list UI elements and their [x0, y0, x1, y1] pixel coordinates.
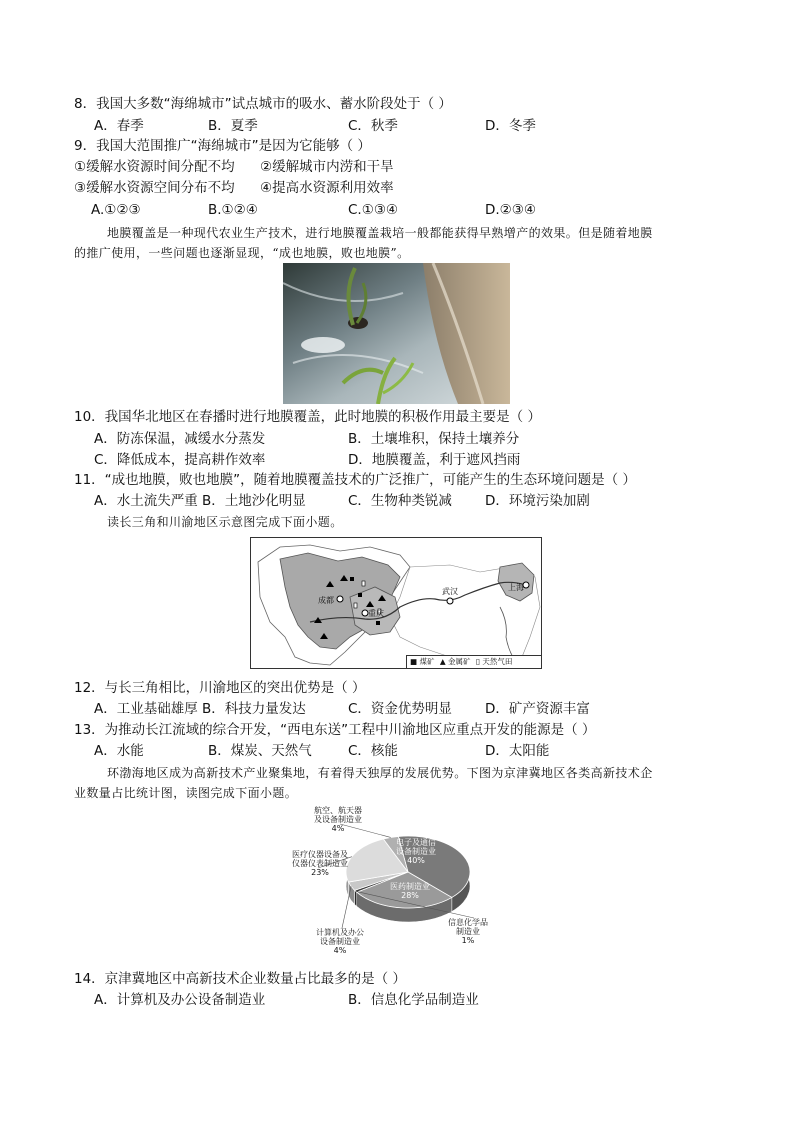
q8-option-c[interactable]: C．秋季	[348, 118, 398, 134]
passage-1-line-1: 地膜覆盖是一种现代农业生产技术，进行地膜覆盖栽培一般都能获得早熟增产的效果。但是随着地膜	[107, 226, 653, 240]
pie-label-name: 设备制造业	[320, 937, 360, 946]
pie-label-name: 设备制造业	[396, 847, 436, 856]
pie-label-percent: 23%	[311, 868, 329, 877]
q9-option-c[interactable]: C.①③④	[348, 202, 399, 218]
pie-label	[316, 928, 364, 955]
pie-label-name: 制造业	[456, 927, 480, 936]
map-city-chengdu: 成都	[318, 596, 334, 605]
pie-slice-side	[355, 890, 357, 906]
q13-option-c[interactable]: C．核能	[348, 743, 398, 759]
pie-label-name: 仪器仪表制造业	[292, 859, 348, 868]
q11-stem: 11．“成也地膜，败也地膜”，随着地膜覆盖技术的广泛推广，可能产生的生态环境问题是（ ）	[74, 472, 636, 488]
pie-label-name: 电子及通信	[396, 838, 436, 847]
q9-item-3: ③缓解水资源空间分布不均	[74, 180, 235, 196]
legend-coal: ■ 煤矿	[410, 657, 435, 666]
passage-3-line-2: 业数量占比统计图，读图完成下面小题。	[74, 786, 298, 800]
q9-option-a[interactable]: A.①②③	[91, 202, 141, 218]
q14-stem: 14．京津冀地区中高新技术企业数量占比最多的是（ ）	[74, 971, 406, 987]
pie-label-name: 医疗仪器设备及	[292, 850, 348, 859]
q10-option-a[interactable]: A．防冻保温，减缓水分蒸发	[94, 431, 266, 447]
pie-label-percent: 28%	[401, 891, 419, 900]
q9-item-1: ①缓解水资源时间分配不均	[74, 159, 235, 175]
pie-leader-line	[342, 886, 351, 928]
pie-label	[314, 806, 362, 833]
yangtze-map	[250, 537, 542, 669]
q9-option-b[interactable]: B.①②④	[208, 202, 258, 218]
q13-option-a[interactable]: A．水能	[94, 743, 144, 759]
q11-option-c[interactable]: C．生物种类锐减	[348, 493, 452, 509]
passage-1-line-2: 的推广使用，一些问题也逐渐显现，“成也地膜，败也地膜”。	[74, 246, 410, 260]
pie-label-name: 航空、航天器	[314, 806, 362, 815]
q11-option-d[interactable]: D．环境污染加剧	[485, 493, 590, 509]
q8-stem: 8．我国大多数“海绵城市”试点城市的吸水、蓄水阶段处于（ ）	[74, 96, 452, 112]
mulch-film-photo	[283, 263, 510, 404]
q13-option-b[interactable]: B．煤炭、天然气	[208, 743, 312, 759]
q9-option-d[interactable]: D.②③④	[485, 202, 536, 218]
legend-gas: ▯ 天然气田	[475, 657, 513, 666]
pie-label-name: 信息化学品	[448, 918, 488, 927]
map-city-chongqing: 重庆	[368, 609, 384, 618]
pie-label	[292, 850, 348, 877]
map-city-wuhan: 武汉	[442, 587, 458, 596]
q8-option-b[interactable]: B．夏季	[208, 118, 258, 134]
q13-option-d[interactable]: D．太阳能	[485, 743, 550, 759]
pie-label-name: 及设备制造业	[314, 815, 362, 824]
q12-option-ab[interactable]: A．工业基础雄厚 B．科技力量发达	[94, 701, 306, 717]
q9-item-4: ④提高水资源利用效率	[260, 180, 394, 196]
pie-label-percent: 1%	[461, 936, 475, 945]
pie-label-name: 计算机及办公	[316, 928, 364, 937]
q10-option-b[interactable]: B．土壤堆积，保持土壤养分	[348, 431, 520, 447]
q11-option-ab[interactable]: A．水土流失严重 B．土地沙化明显	[94, 493, 306, 509]
pie-label	[396, 838, 436, 865]
pie-label-percent: 40%	[407, 856, 425, 865]
q8-option-a[interactable]: A．春季	[94, 118, 144, 134]
q8-option-d[interactable]: D．冬季	[485, 118, 536, 134]
passage-2: 读长三角和川渝地区示意图完成下面小题。	[107, 515, 343, 529]
pie-label	[390, 882, 430, 900]
q12-option-d[interactable]: D．矿产资源丰富	[485, 701, 590, 717]
legend-metal: ▲ 金属矿	[439, 657, 471, 666]
q12-option-c[interactable]: C．资金优势明显	[348, 701, 452, 717]
q14-option-b[interactable]: B．信息化学品制造业	[348, 992, 479, 1008]
map-legend	[406, 655, 541, 668]
pie-label-name: 医药制造业	[390, 882, 430, 891]
q14-option-a[interactable]: A．计算机及办公设备制造业	[94, 992, 266, 1008]
q10-stem: 10．我国华北地区在春播时进行地膜覆盖，此时地膜的积极作用最主要是（ ）	[74, 409, 541, 425]
q10-option-d[interactable]: D．地膜覆盖，利于遮风挡雨	[348, 452, 521, 468]
q12-stem: 12．与长三角相比，川渝地区的突出优势是（ ）	[74, 680, 366, 696]
q9-stem: 9．我国大范围推广“海绵城市”是因为它能够（ ）	[74, 138, 371, 154]
passage-3-line-1: 环渤海地区成为高新技术产业聚集地，有着得天独厚的发展优势。下图为京津冀地区各类高新技术企	[107, 766, 653, 780]
map-city-shanghai: 上海	[508, 583, 524, 592]
tech-enterprise-pie-chart	[290, 800, 520, 960]
pie-label-percent: 4%	[331, 824, 345, 833]
q13-stem: 13．为推动长江流域的综合开发，“西电东送”工程中川渝地区应重点开发的能源是（ ）	[74, 722, 596, 738]
pie-label	[448, 918, 488, 945]
q10-option-c[interactable]: C．降低成本，提高耕作效率	[94, 452, 266, 468]
pie-label-percent: 4%	[333, 946, 347, 955]
q9-item-2: ②缓解城市内涝和干旱	[260, 159, 394, 175]
